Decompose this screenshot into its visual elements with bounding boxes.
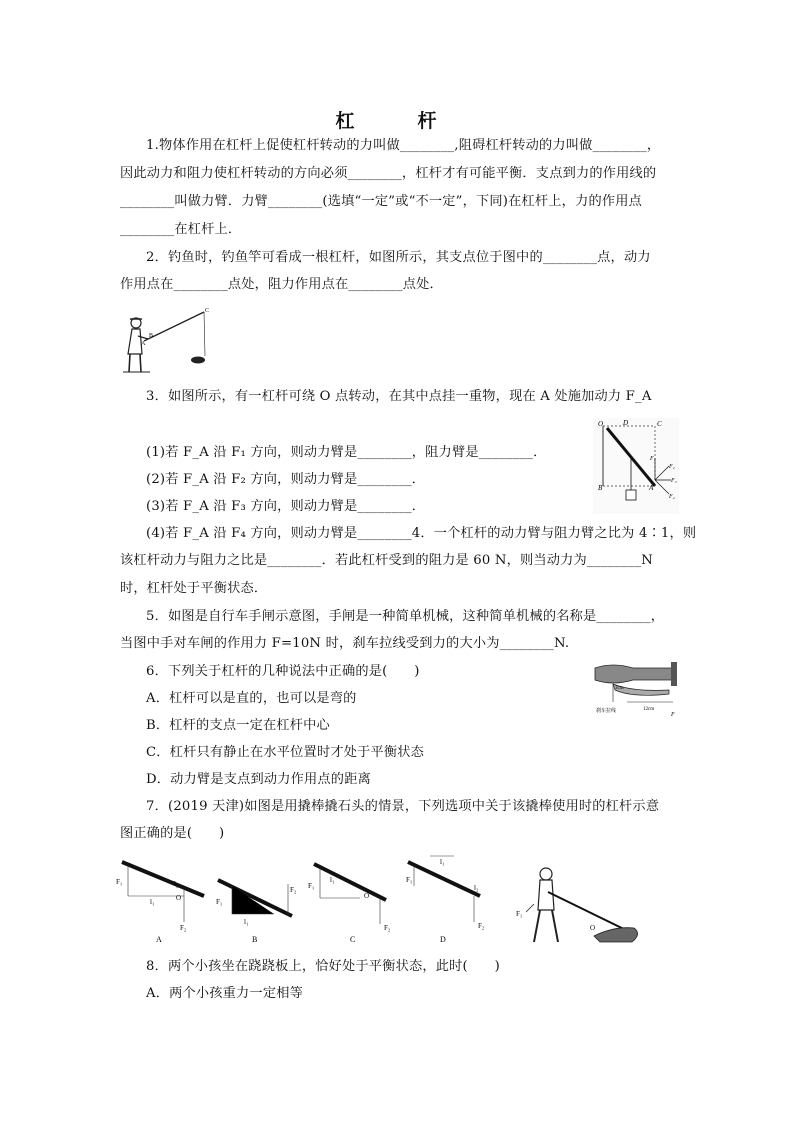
brake-label-3cm: 3cm bbox=[615, 686, 624, 691]
option-a-diagram bbox=[116, 862, 204, 944]
fishing-label-b: B bbox=[149, 333, 154, 339]
q1-line-2: 因此动力和阻力使杠杆转动的方向必须________，杠杆才有可能平衡．支点到力的作用线的 bbox=[120, 166, 657, 181]
brake-label-12cm: 12cm bbox=[643, 707, 655, 712]
option-a-l2: l₂ bbox=[174, 880, 179, 888]
lever-label-f4: F₄ bbox=[669, 494, 675, 500]
lever-label-o: O bbox=[598, 420, 604, 428]
q8-option-a: A．两个小孩重力一定相等 bbox=[146, 986, 303, 1001]
option-c-o: O bbox=[364, 892, 370, 900]
fishing-label-c: C bbox=[205, 308, 210, 314]
q1-line-1: 1.物体作用在杠杆上促使杠杆转动的力叫做________,阻碍杠杆转动的力叫做________， bbox=[146, 138, 661, 153]
q7-line-1: 7．(2019 天津)如图是用撬棒撬石头的情景，下列选项中关于该撬棒使用时的杠杆示意 bbox=[146, 799, 660, 814]
q6-stem: 6．下列关于杠杆的几种说法中正确的是( ) bbox=[146, 664, 420, 679]
lever-label-b: B bbox=[598, 484, 603, 492]
option-c-diagram bbox=[308, 864, 391, 944]
lever-label-f1: F₁ bbox=[650, 456, 656, 462]
q2-line-1: 2．钓鱼时，钓鱼竿可看成一根杠杆，如图所示，其支点位于图中的________点，动力 bbox=[146, 250, 651, 265]
lever-label-a: A bbox=[649, 484, 654, 492]
option-b-label: B bbox=[252, 935, 258, 944]
q4-line-2: 该杠杆动力与阻力之比是________．若此杠杆受到的阻力是 60 N，则当动力为________N bbox=[120, 553, 653, 568]
lever-label-c: C bbox=[657, 420, 662, 428]
lever-label-f3: F₃ bbox=[671, 478, 677, 484]
option-b-f2: F₂ bbox=[290, 886, 297, 894]
q1-line-4: ________在杠杆上． bbox=[120, 222, 242, 237]
brake-label-cable: 刹车拉线 bbox=[596, 709, 617, 714]
option-c-label: C bbox=[350, 935, 356, 944]
lever-label-d: D bbox=[623, 419, 629, 427]
q6-option-c: C．杠杆只有静止在水平位置时才处于平衡状态 bbox=[146, 745, 425, 760]
brake-label-f: F bbox=[671, 712, 675, 718]
brake-figure bbox=[593, 656, 679, 718]
option-a-l1: l₁ bbox=[150, 898, 155, 906]
q6-option-b: B．杠杆的支点一定在杠杆中心 bbox=[146, 718, 330, 733]
q7-line-2: 图正确的是( ) bbox=[120, 826, 225, 841]
option-d-diagram bbox=[406, 856, 485, 944]
person-f1: F₁ bbox=[516, 910, 523, 918]
option-a-f1: F₁ bbox=[116, 878, 123, 886]
option-a-label: A bbox=[156, 935, 162, 944]
person-o: O bbox=[590, 924, 596, 932]
fishing-figure bbox=[118, 304, 218, 384]
q2-line-2: 作用点在________点处，阻力作用点在________点处． bbox=[120, 277, 443, 292]
option-b-l1: l₁ bbox=[244, 918, 249, 926]
q4-line-3: 时，杠杆处于平衡状态． bbox=[120, 581, 268, 596]
page-title: 杠 杆 bbox=[335, 110, 459, 132]
q5-line-1: 5．如图是自行车手闸示意图，手闸是一种简单机械，这种简单机械的名称是________， bbox=[146, 609, 665, 624]
lever-figure bbox=[593, 418, 679, 514]
q3-sub-2: (2)若 F_A 沿 F₂ 方向，则动力臂是________． bbox=[146, 472, 426, 487]
fishing-label-a: A bbox=[141, 341, 146, 347]
lever-label-f2: F₂ bbox=[669, 464, 675, 470]
q3-sub-3: (3)若 F_A 沿 F₃ 方向，则动力臂是________． bbox=[146, 499, 426, 514]
person-prying-rock bbox=[516, 868, 638, 942]
q6-option-d: D．动力臂是支点到动力作用点的距离 bbox=[146, 772, 371, 787]
option-d-f1: F₁ bbox=[406, 876, 413, 884]
option-a-o: O bbox=[176, 894, 182, 902]
option-a-f2: F₂ bbox=[180, 924, 187, 932]
option-c-f2: F₂ bbox=[384, 924, 391, 932]
q3-line-1: 3．如图所示，有一杠杆可绕 O 点转动，在其中点挂一重物，现在 A 处施加动力 F_A bbox=[146, 389, 652, 404]
q8-stem: 8．两个小孩坐在跷跷板上，恰好处于平衡状态，此时( ) bbox=[146, 959, 500, 974]
option-b-f1: F₁ bbox=[216, 898, 223, 906]
option-c-f1: F₁ bbox=[308, 882, 315, 890]
q3-sub-1: (1)若 F_A 沿 F₁ 方向，则动力臂是________，阻力臂是________． bbox=[146, 445, 547, 460]
option-b-diagram bbox=[216, 880, 297, 944]
option-d-l2: l₂ bbox=[474, 884, 479, 892]
q1-line-3: ________叫做力臂．力臂________(选填“一定”或“不一定”，下同)在杠杆上，力的作用点 bbox=[120, 194, 643, 209]
q6-option-a: A．杠杆可以是直的，也可以是弯的 bbox=[146, 691, 357, 706]
q5-line-2: 当图中手对车闸的作用力 F=10N 时，刹车拉线受到力的大小为________N. bbox=[120, 636, 570, 651]
option-d-l1: l₁ bbox=[440, 858, 445, 866]
option-c-l1: l₁ bbox=[330, 876, 335, 884]
option-d-f2: F₂ bbox=[478, 922, 485, 930]
q7-options-figure bbox=[114, 852, 674, 948]
option-d-label: D bbox=[440, 935, 446, 944]
q3-sub-4: (4)若 F_A 沿 F₄ 方向，则动力臂是________4．一个杠杆的动力臂与阻力臂之比为 4∶1，则 bbox=[146, 526, 697, 541]
